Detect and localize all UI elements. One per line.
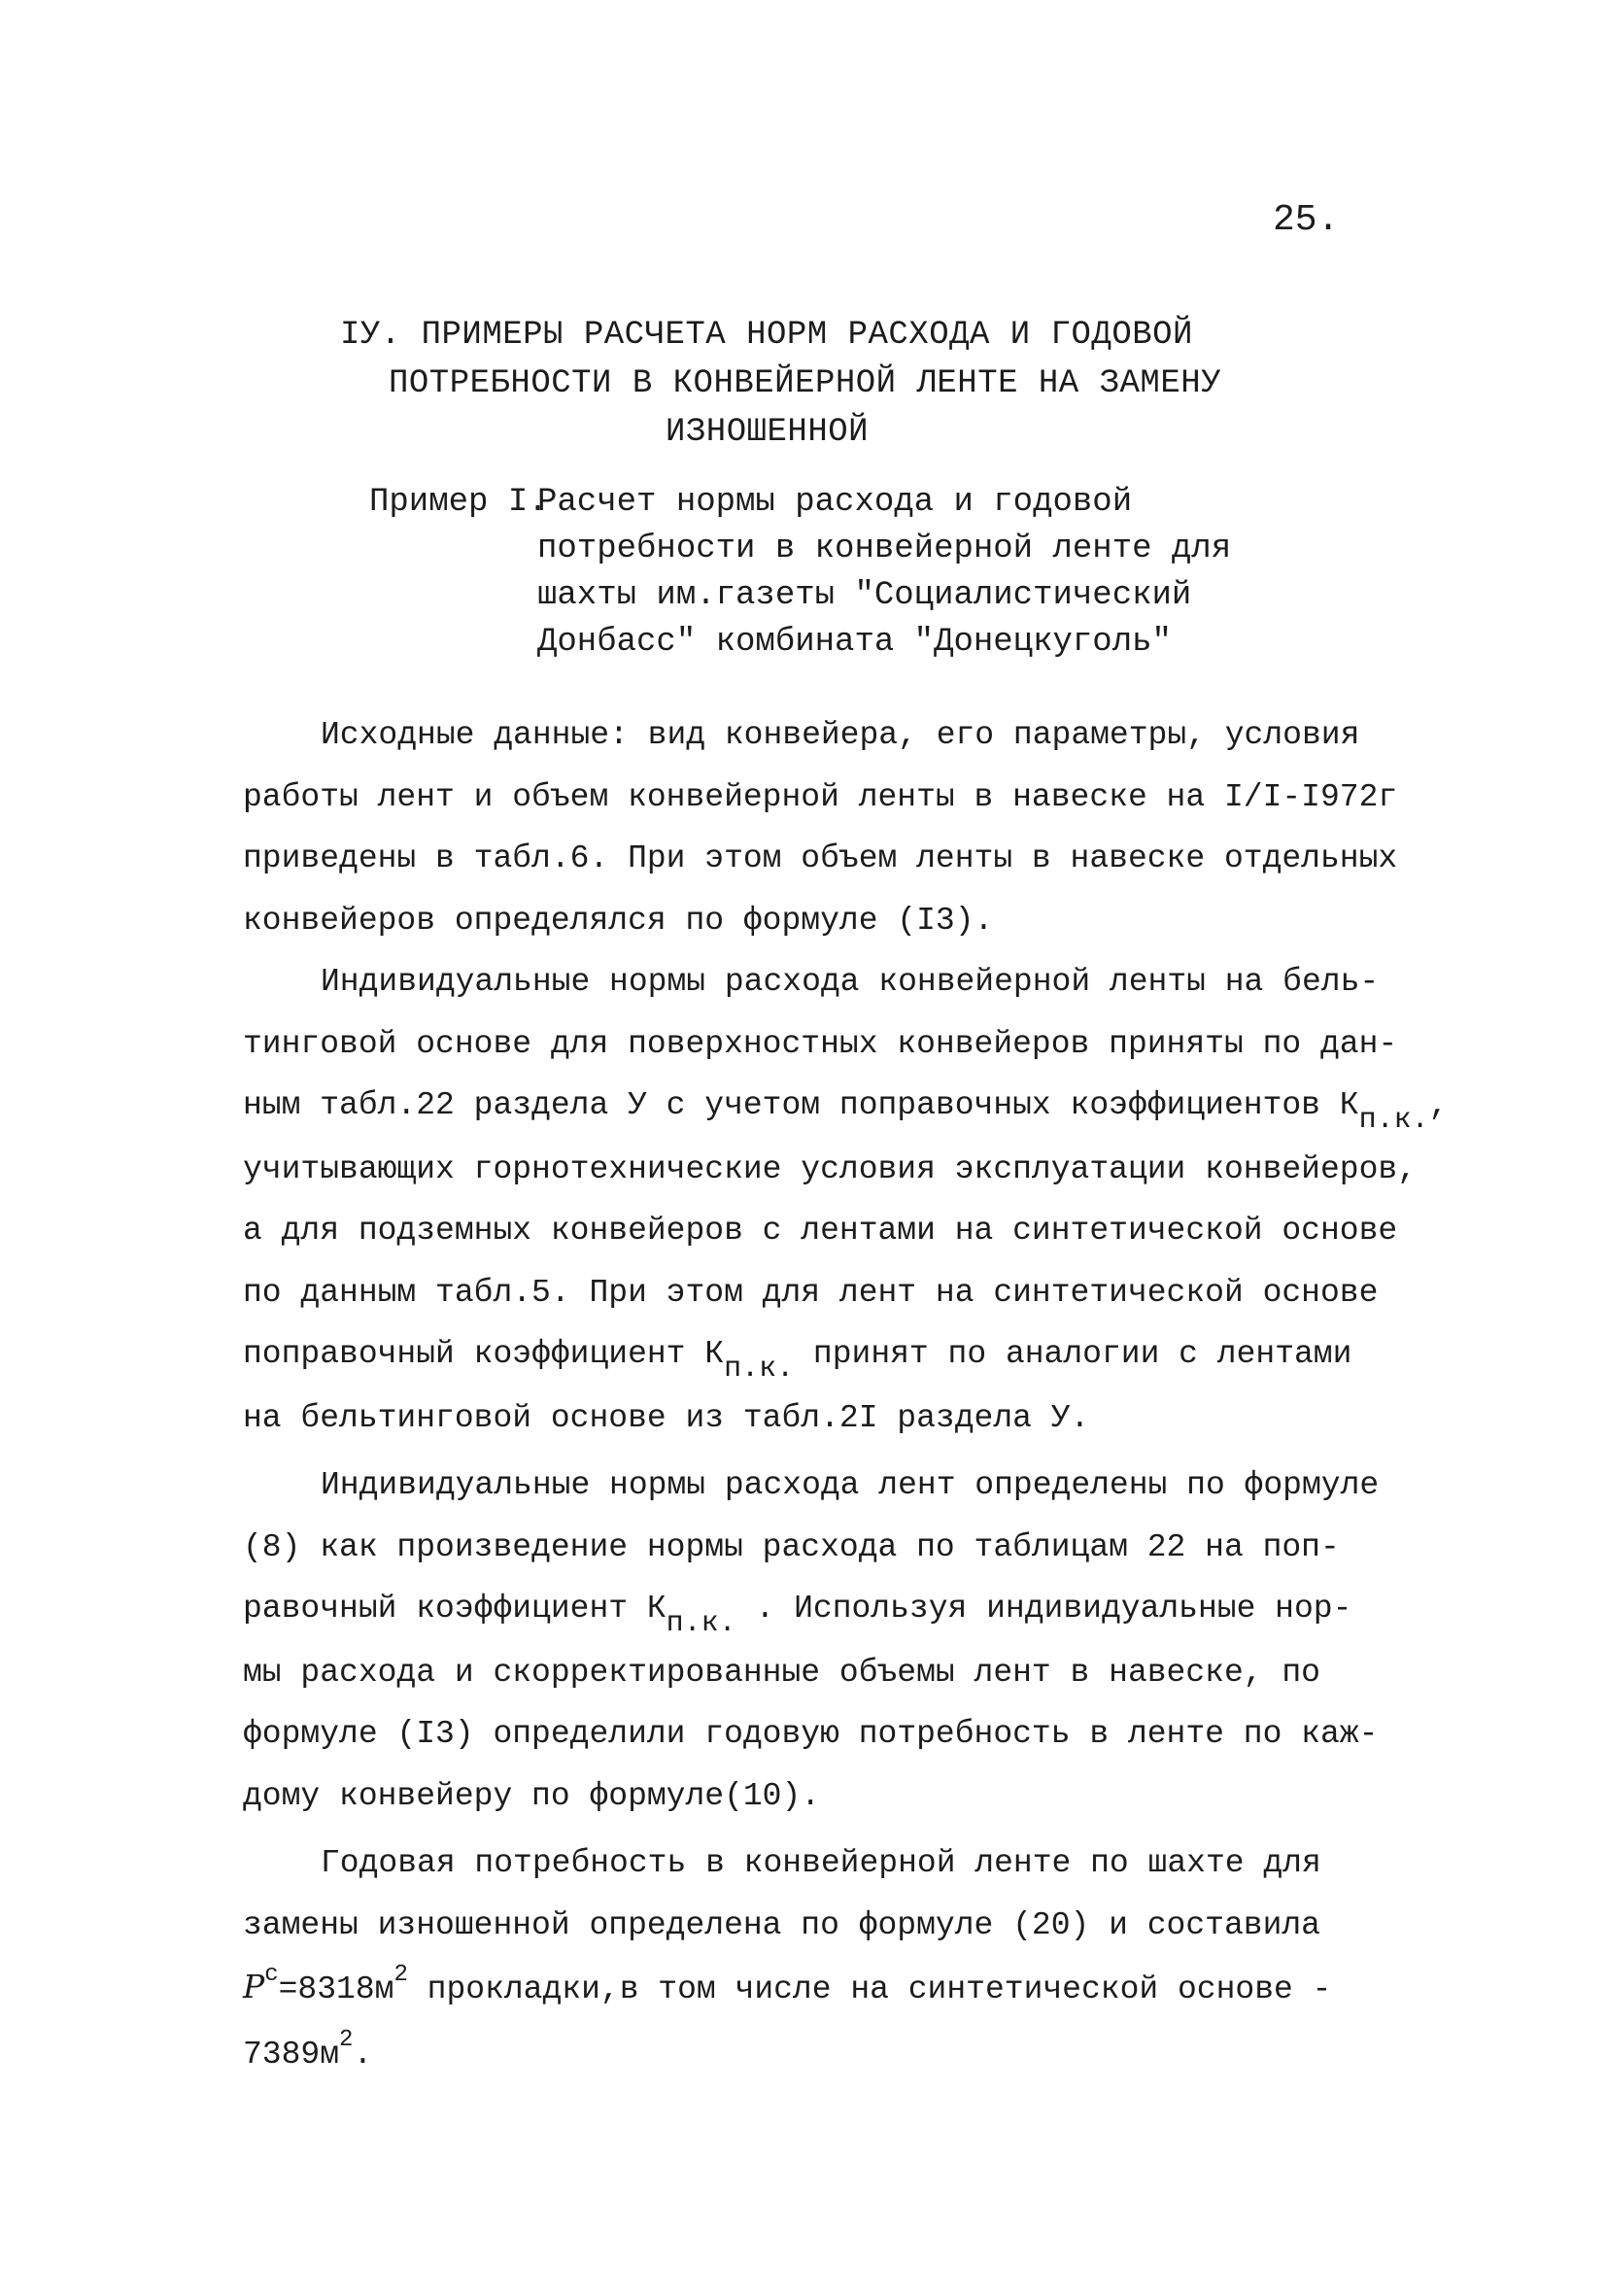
text-line: приведены в табл.6. При этом объем ленты в навеске отдельных xyxy=(243,840,1398,876)
paragraph-annual-demand xyxy=(243,1833,1419,2088)
paragraph-individual-norms xyxy=(243,951,1449,1449)
heading-line-3: ИЗНОШЕННОЙ xyxy=(666,414,870,451)
text-line: Индивидуальные нормы расхода конвейерной ленты на бель- xyxy=(321,964,1380,1000)
superscript: с xyxy=(264,1962,279,1988)
text-line: $7389м^2$. xyxy=(243,2026,373,2073)
text-line: а для подземных конвейеров с лентами на синтетической основе xyxy=(243,1213,1398,1249)
section-heading xyxy=(291,311,1263,457)
example-title-line: шахты им.газеты "Социалистический xyxy=(537,577,1192,614)
text-line: по данным табл.5. При этом для лент на синтетической основе xyxy=(243,1274,1379,1311)
text-line: поправочный коэффициент Кп.к. принят по аналогии с лентами xyxy=(243,1336,1352,1386)
text-line: (8) как произведение нормы расхода по таблицам 22 на поп- xyxy=(243,1528,1340,1565)
text-line: дому конвейеру по формуле(10). xyxy=(243,1777,821,1814)
text-line: мы расхода и скорректированные объемы лент в навеске, по xyxy=(243,1654,1320,1691)
text-line: учитывающих горнотехнические условия эксплуатации конвейеров, xyxy=(243,1150,1417,1187)
heading-line-2: ПОТРЕБНОСТИ В КОНВЕЙЕРНОЙ ЛЕНТЕ НА ЗАМЕНУ xyxy=(389,365,1222,402)
formula-symbol: Р xyxy=(243,1968,265,2005)
text-line: замены изношенной определена по формуле (20) и составила xyxy=(243,1906,1320,1943)
text-line: формуле (I3) определили годовую потребность в ленте по каж- xyxy=(243,1716,1379,1752)
text-line: равочный коэффициент Кп.к. . Используя индивидуальные нор- xyxy=(243,1591,1352,1640)
text-line: Индивидуальные нормы расхода лент определены по формуле xyxy=(321,1467,1380,1503)
heading-line-1: IУ. ПРИМЕРЫ РАСЧЕТА НОРМ РАСХОДА И ГОДОВОЙ xyxy=(340,317,1193,354)
example-title-line: Расчет нормы расхода и годовой xyxy=(537,484,1133,521)
text-line: работы лент и объем конвейерной ленты в навеске на I/I-I972г xyxy=(243,778,1398,815)
example-label: Пример I. xyxy=(369,484,548,521)
text-line: $Р^с=8318м^2$ прокладки,в том числе на синтетической основе - xyxy=(243,1962,1332,2007)
superscript: 2 xyxy=(339,2026,354,2053)
body-text xyxy=(243,704,1449,2088)
text-line: конвейеров определялся по формуле (I3). xyxy=(243,902,994,939)
text-line: ным табл.22 раздела У с учетом поправочных коэффициентов Кп.к., xyxy=(243,1087,1449,1137)
subscript: п.к. xyxy=(724,1353,795,1386)
example-title-line: потребности в конвейерной ленте для xyxy=(537,531,1232,567)
subscript: п.к. xyxy=(1358,1104,1429,1137)
text-line: на бельтинговой основе из табл.2I раздела У. xyxy=(243,1399,1090,1436)
text-line: тинговой основе для поверхностных конвейеров приняты по дан- xyxy=(243,1025,1398,1062)
example-title-line: Донбасс" комбината "Донецкуголь" xyxy=(537,624,1172,661)
text-line: Исходные данные: вид конвейера, его параметры, условия xyxy=(321,717,1360,753)
text-line: Годовая потребность в конвейерной ленте по шахте для xyxy=(321,1845,1321,1881)
subscript: п.к. xyxy=(666,1607,736,1640)
example-title xyxy=(537,479,1315,666)
superscript: 2 xyxy=(393,1962,408,1988)
paragraph-source-data xyxy=(243,704,1419,951)
paragraph-norm-calculation xyxy=(243,1455,1419,1827)
page-number: 25. xyxy=(1273,199,1340,241)
